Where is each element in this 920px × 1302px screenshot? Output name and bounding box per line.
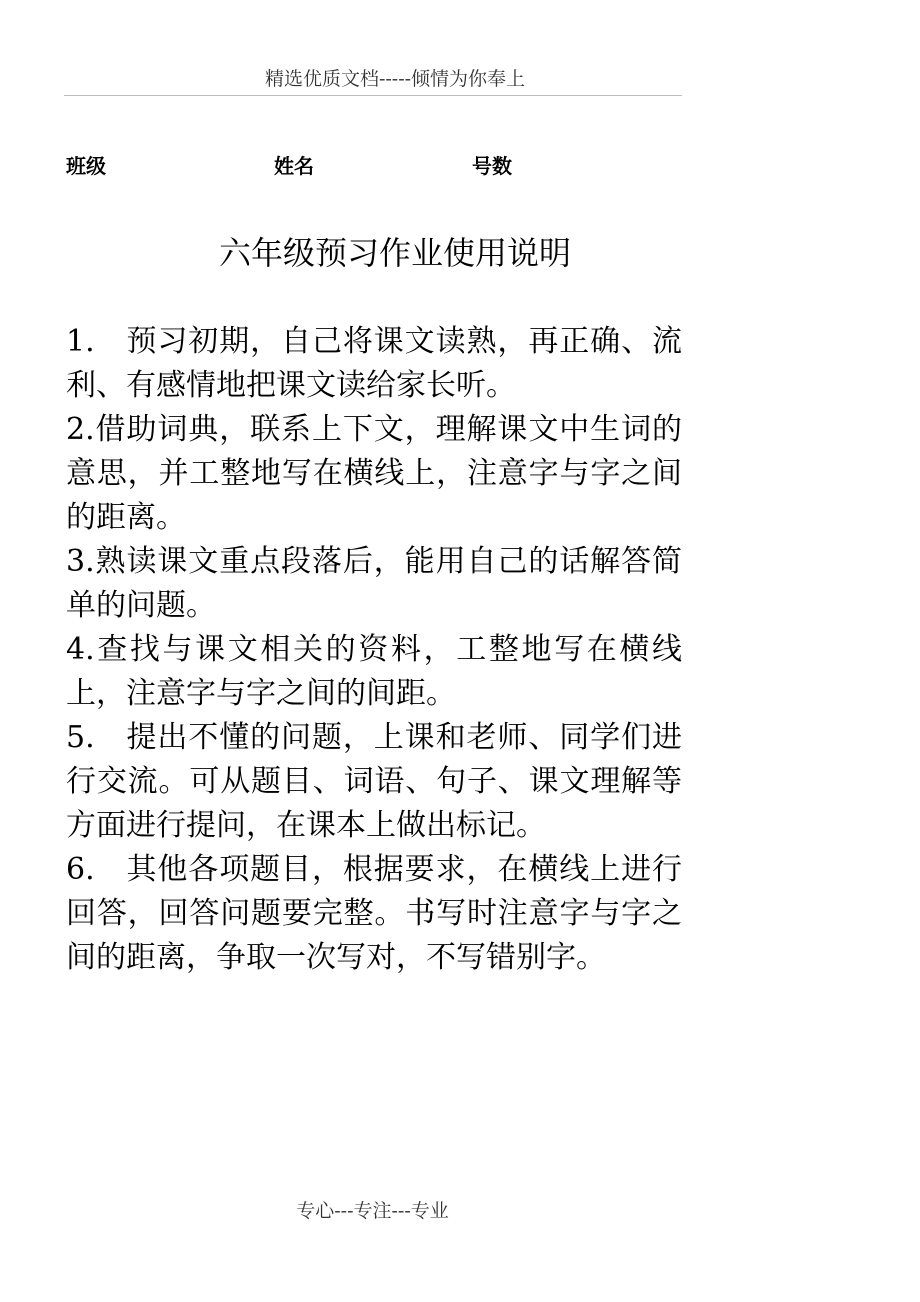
page-header: 精选优质文档-----倾情为你奉上 [264, 68, 526, 90]
instruction-item-3: 3.熟读课文重点段落后，能用自己的话解答简单的问题。 [66, 544, 682, 623]
number-label: 号数 [472, 154, 512, 178]
instruction-item-5: 5. 提出不懂的问题，上课和老师、同学们进行交流。可从题目、词语、句子、课文理解等方面进行提问，在课本上做出标记。 [66, 720, 682, 843]
page-footer: 专心---专注---专业 [296, 1200, 449, 1222]
instruction-item-2: 2.借助词典，联系上下文，理解课文中生词的意思，并工整地写在横线上，注意字与字之间的距离。 [66, 412, 682, 535]
instruction-item-1: 1. 预习初期，自己将课文读熟，再正确、流利、有感情地把课文读给家长听。 [66, 324, 682, 403]
student-info-row [0, 150, 920, 180]
instruction-item-6: 6. 其他各项题目，根据要求，在横线上进行回答，回答问题要完整。书写时注意字与字之间的距离，争取一次写对，不写错别字。 [66, 852, 682, 975]
instruction-list [66, 320, 682, 980]
document-title: 六年级预习作业使用说明 [218, 234, 571, 272]
class-label: 班级 [66, 154, 106, 178]
header-divider [64, 95, 682, 96]
name-label: 姓名 [274, 154, 314, 178]
instruction-item-4: 4.查找与课文相关的资料，工整地写在横线上，注意字与字之间的间距。 [66, 632, 682, 711]
